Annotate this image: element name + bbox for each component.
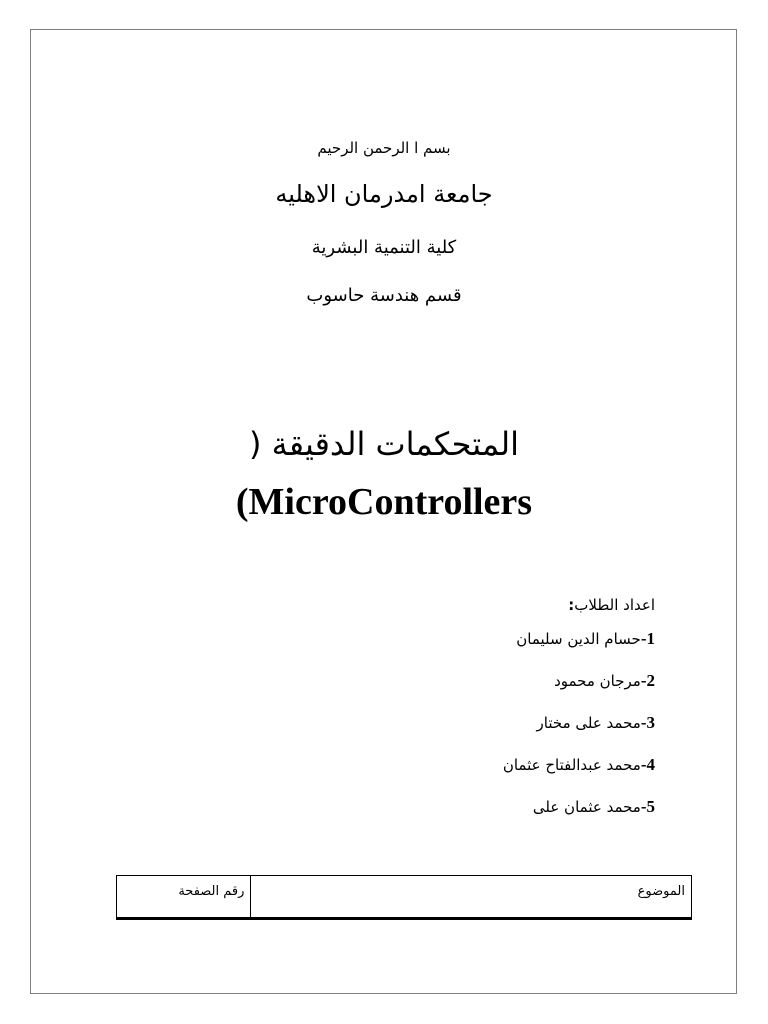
department-name: قسم هندسة حاسوب [306, 285, 462, 306]
student-name: حسام الدين سليمان [516, 630, 641, 648]
basmala-text: بسم ا الرحمن الرحيم [317, 139, 451, 157]
students-list [503, 592, 655, 828]
university-name: جامعة امدرمان الاهليه [275, 180, 493, 208]
student-number: 5- [640, 797, 655, 816]
table-row [117, 876, 692, 919]
student-number: 2- [640, 671, 655, 690]
document-title-arabic: المتحكمات الدقيقة ( [248, 425, 520, 463]
faculty-name: كلية التنمية البشرية [311, 237, 457, 258]
contents-table [116, 875, 692, 920]
document-title-english: (MicroControllers [235, 481, 533, 523]
page-number-header-cell: رقم الصفحة [117, 876, 251, 919]
student-item [503, 702, 655, 744]
student-name: محمد عثمان على [532, 798, 641, 816]
student-item [503, 744, 655, 786]
student-number: 4- [640, 755, 655, 774]
students-heading-colon: : [568, 596, 575, 614]
student-name: محمد على مختار [536, 714, 641, 732]
subject-header-cell: الموضوع [251, 876, 692, 919]
students-heading [503, 592, 655, 618]
students-heading-label: اعداد الطلاب [574, 596, 655, 614]
student-name: مرجان محمود [554, 672, 641, 690]
student-name: محمد عبدالفتاح عثمان [502, 756, 641, 774]
student-number: 1- [640, 629, 655, 648]
student-item [503, 618, 655, 660]
student-item [503, 786, 655, 828]
student-number: 3- [640, 713, 655, 732]
student-item [503, 660, 655, 702]
